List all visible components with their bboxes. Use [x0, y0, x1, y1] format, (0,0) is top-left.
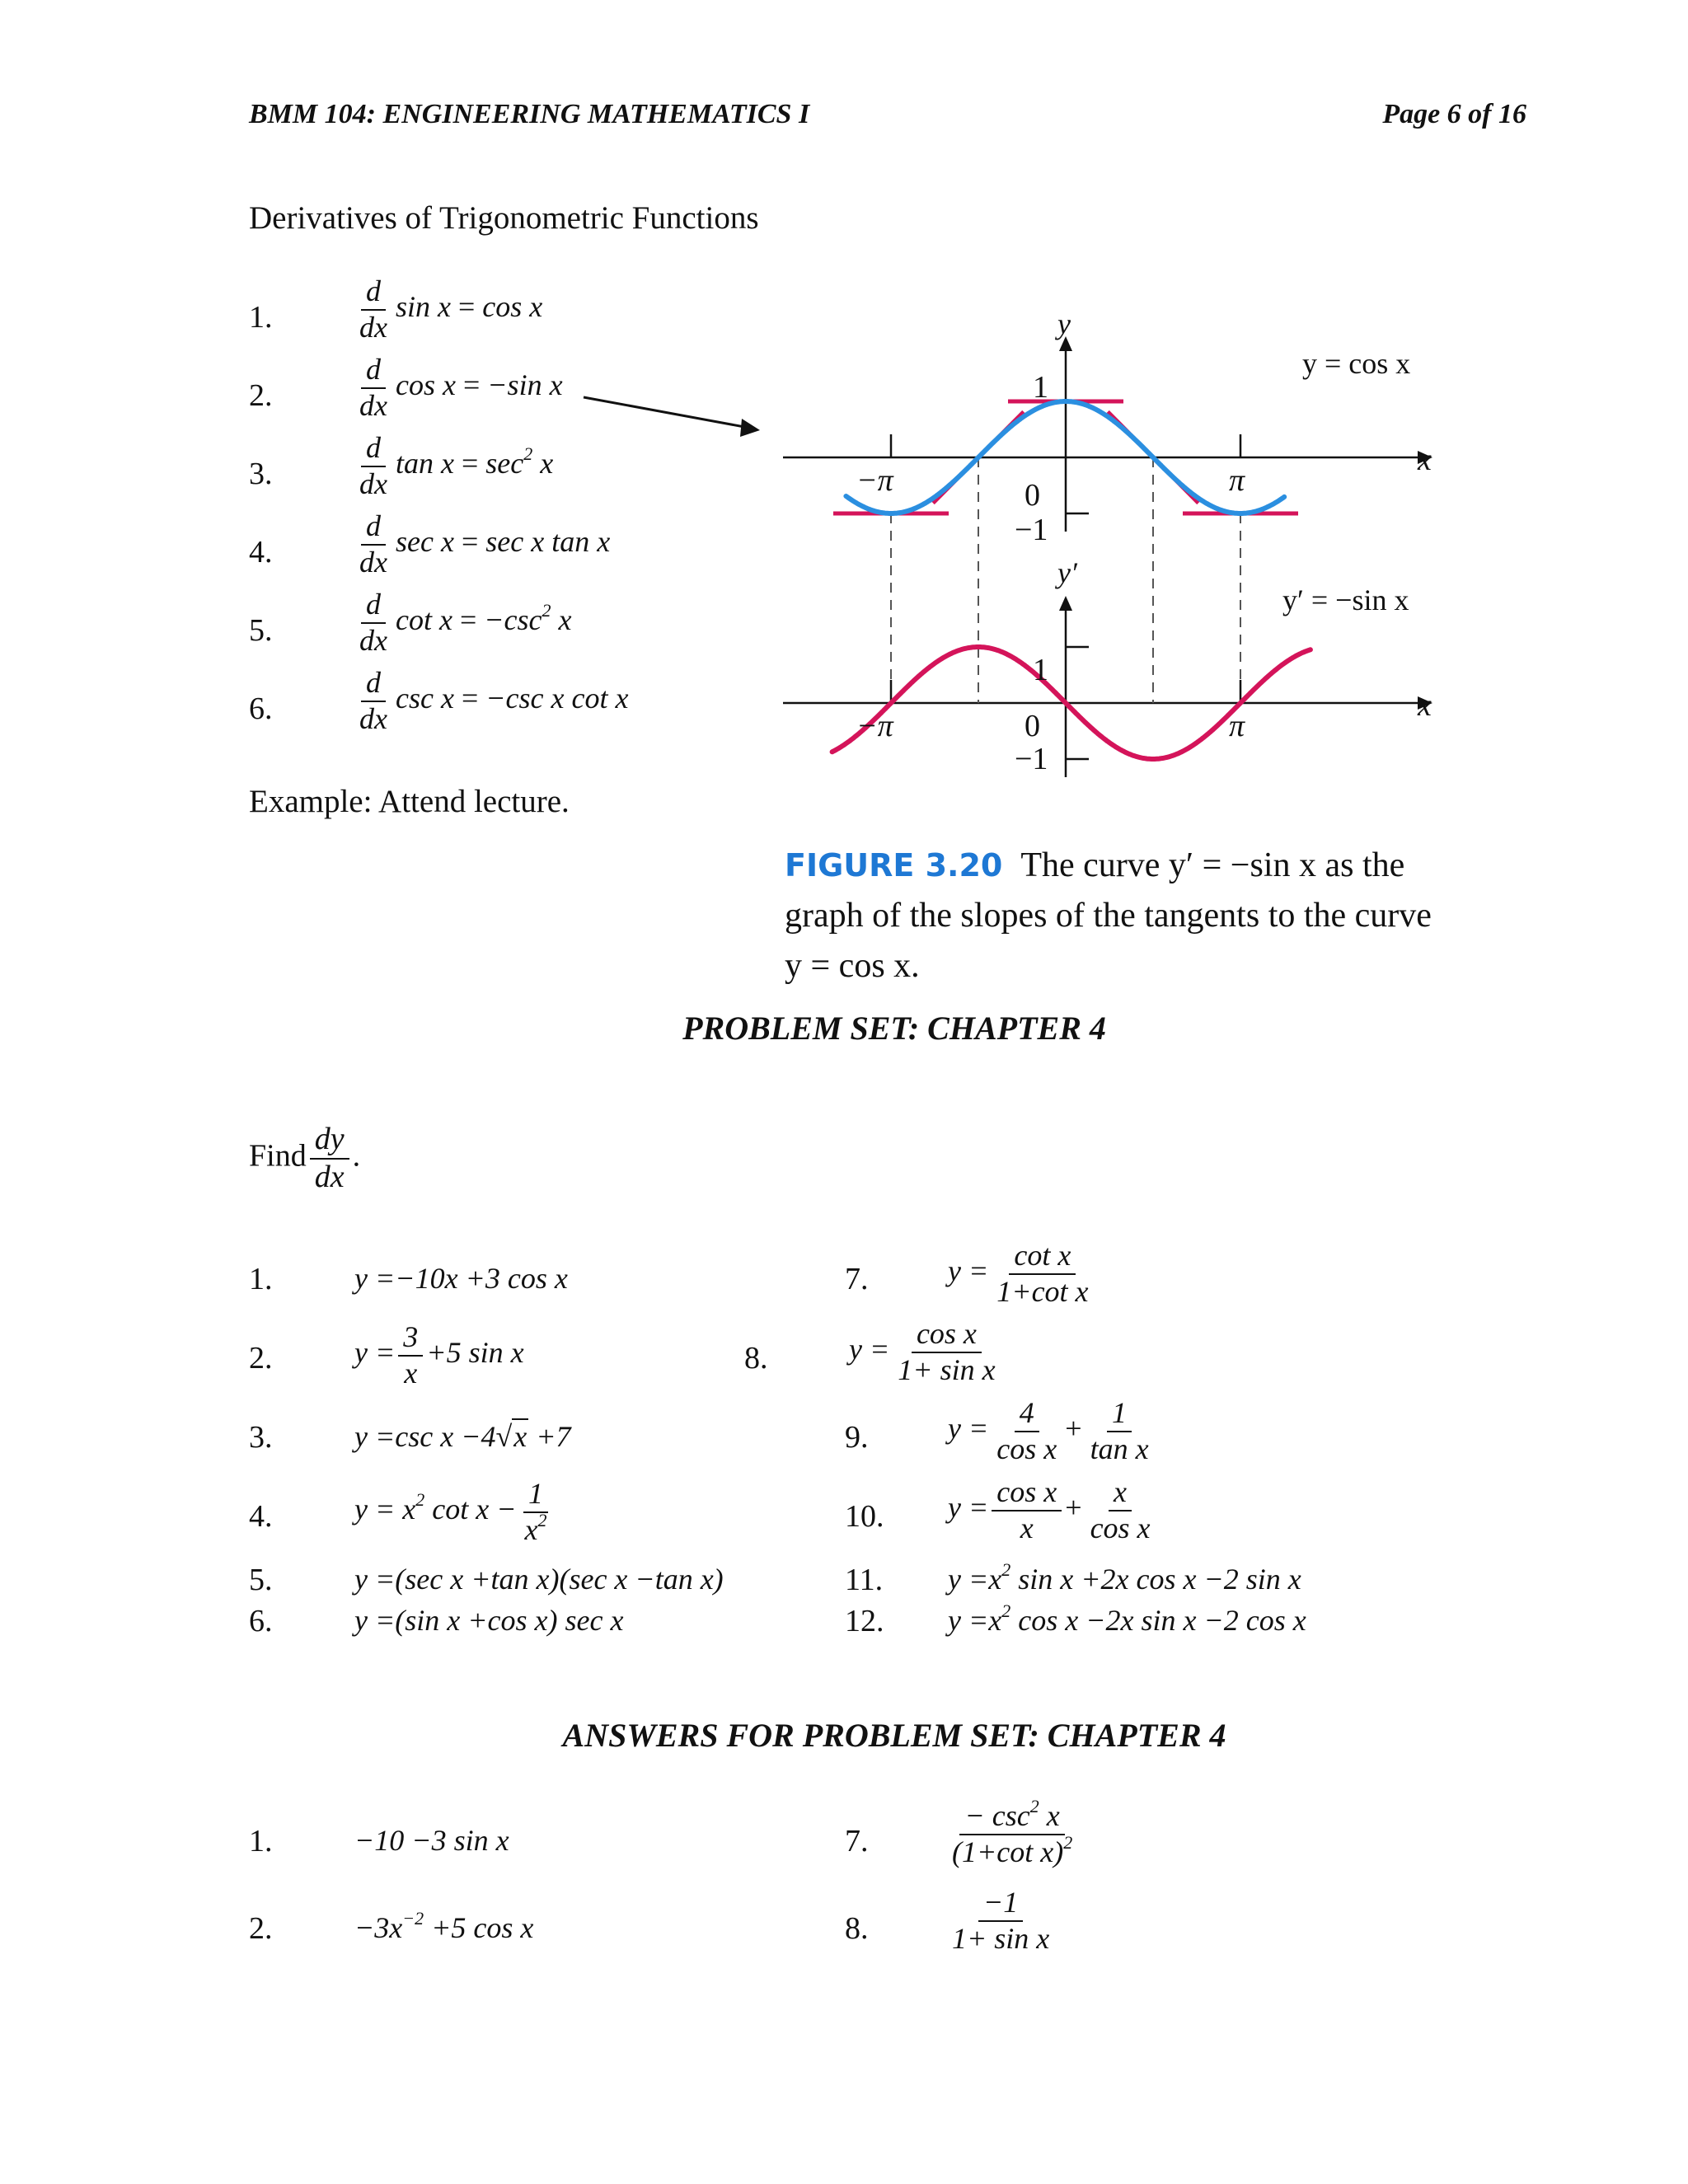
example-text: Example: Attend lecture.: [249, 784, 570, 819]
problem-2: y = $\frac{3}{x}$ +5 sin x: [354, 1320, 524, 1390]
top-pi-label: π: [1229, 463, 1245, 498]
problem-9-num: 9.: [845, 1420, 869, 1455]
problem-10: y = $\frac{\text{cos x}}{x}$ + $\frac{x}{\text{cos x}}$: [948, 1475, 1151, 1544]
answer-7-num: 7.: [845, 1824, 869, 1858]
problem-set-title: PROBLEM SET: CHAPTER 4: [682, 1010, 1106, 1047]
bottom-pi-label: π: [1229, 709, 1245, 743]
bottom-y-arrow: [1059, 596, 1072, 611]
answer-8: $\frac{-1}{\text{1+ sin x}}$: [952, 1886, 1050, 1955]
derivative-4: $\frac{d}{dx}$ sec x = sec x tan x: [359, 509, 611, 579]
derivative-5: $\frac{d}{dx}$ $\cot x = -\csc^2$ x: [359, 588, 572, 657]
top-zero-label: 0: [1025, 478, 1040, 513]
bottom-y-label: y′: [1057, 556, 1077, 589]
problem-4-num: 4.: [249, 1499, 273, 1534]
bottom-neg-pi-label: −π: [856, 709, 893, 743]
problem-11: $y =x^2$ sin x +2x cos x −2 sin x: [948, 1559, 1301, 1596]
problem-11-num: 11.: [845, 1563, 884, 1597]
problem-1-num: 1.: [249, 1262, 273, 1296]
find-instruction: [249, 1123, 360, 1194]
dy: dy: [310, 1123, 349, 1160]
derivative-2-num: 2.: [249, 378, 273, 413]
problem-12-num: 12.: [845, 1604, 884, 1638]
figure-label: FIGURE 3.20: [785, 847, 1003, 883]
derivative-1-num: 1.: [249, 300, 273, 335]
problem-6-num: 6.: [249, 1604, 273, 1638]
problem-5-num: 5.: [249, 1563, 273, 1597]
dx: dx: [314, 1159, 345, 1194]
answer-2: $-3x^{-2} +5$ cos x: [354, 1908, 534, 1944]
answer-8-num: 8.: [845, 1911, 869, 1946]
top-neg-one-label: −1: [1015, 513, 1048, 547]
problem-2-num: 2.: [249, 1341, 273, 1376]
page-number: Page 6 of 16: [1382, 99, 1526, 129]
caption-text: The curve y′ = −sin x as the graph of the slopes of the tangents to the curve y = cos x.: [785, 846, 1432, 985]
problem-7-num: 7.: [845, 1262, 869, 1296]
derivative-6: $\frac{d}{dx}$ csc x = −csc x cot x: [359, 666, 629, 735]
top-y-label: y: [1057, 313, 1071, 340]
problem-6: y =(sin x +cos x) sec x: [354, 1604, 624, 1637]
answer-1-num: 1.: [249, 1824, 273, 1858]
answers-title: ANSWERS FOR PROBLEM SET: CHAPTER 4: [562, 1717, 1226, 1754]
bottom-neg-one-label: −1: [1015, 742, 1048, 776]
top-x-label: x: [1418, 443, 1432, 477]
course-title: BMM 104: ENGINEERING MATHEMATICS I: [249, 99, 810, 129]
problem-8-num: 8.: [744, 1341, 768, 1376]
answer-2-num: 2.: [249, 1911, 273, 1946]
derivative-3: $\frac{d}{dx}$ $\tan x = \sec^2 x$: [359, 431, 554, 500]
cos-curve-label: y = cos x: [1302, 347, 1411, 380]
section-title: Derivatives of Trigonometric Functions: [249, 200, 759, 236]
top-neg-pi-label: −π: [856, 463, 893, 498]
bottom-zero-label: 0: [1025, 709, 1040, 743]
answer-1: −10 −3 sin x: [354, 1824, 509, 1857]
neg-sin-curve-label: y′ = −sin x: [1282, 583, 1409, 616]
top-one-label: 1: [1033, 370, 1048, 405]
problem-4: $y = x^2$ cot x − $\frac{1}{x^2}$: [354, 1477, 547, 1546]
graph-layer: [783, 313, 1432, 777]
find-word: Find: [249, 1138, 307, 1174]
derivative-4-num: 4.: [249, 535, 273, 569]
period: .: [352, 1138, 361, 1174]
problem-7: y = $\frac{\text{cot x}}{\text{1+cot x}}$: [948, 1239, 1089, 1308]
problem-10-num: 10.: [845, 1499, 884, 1534]
problem-5: y =(sec x +tan x)(sec x −tan x): [354, 1563, 724, 1596]
derivative-2: $\frac{d}{dx}$ cos x = −sin x: [359, 353, 563, 422]
derivative-1: $\frac{d}{dx}$ sin x = cos x: [359, 274, 543, 344]
pointer-arrow: [577, 387, 775, 445]
problem-3-num: 3.: [249, 1420, 273, 1455]
bottom-one-label: 1: [1033, 653, 1048, 687]
problem-3: y =csc x −4√x +7: [354, 1420, 571, 1453]
problem-1: y =−10x +3 cos x: [354, 1262, 568, 1295]
derivative-3-num: 3.: [249, 457, 273, 491]
bottom-x-label: x: [1418, 688, 1432, 723]
answer-7: $\frac{- \csc^2 x}{(1+\cot x)^2}$: [952, 1796, 1073, 1868]
trig-graph: [767, 313, 1459, 808]
figure-caption: [785, 841, 1444, 991]
problem-9: y = $\frac{4}{\text{cos x}}$ + $\frac{1}{\text{tan x}}$: [948, 1396, 1149, 1465]
problem-12: $y =x^2$ cos x −2x sin x −2 cos x: [948, 1601, 1306, 1637]
problem-8: y = $\frac{\text{cos x}}{\text{1+ sin x}}$: [849, 1317, 996, 1386]
derivative-5-num: 5.: [249, 613, 273, 648]
derivative-6-num: 6.: [249, 691, 273, 726]
